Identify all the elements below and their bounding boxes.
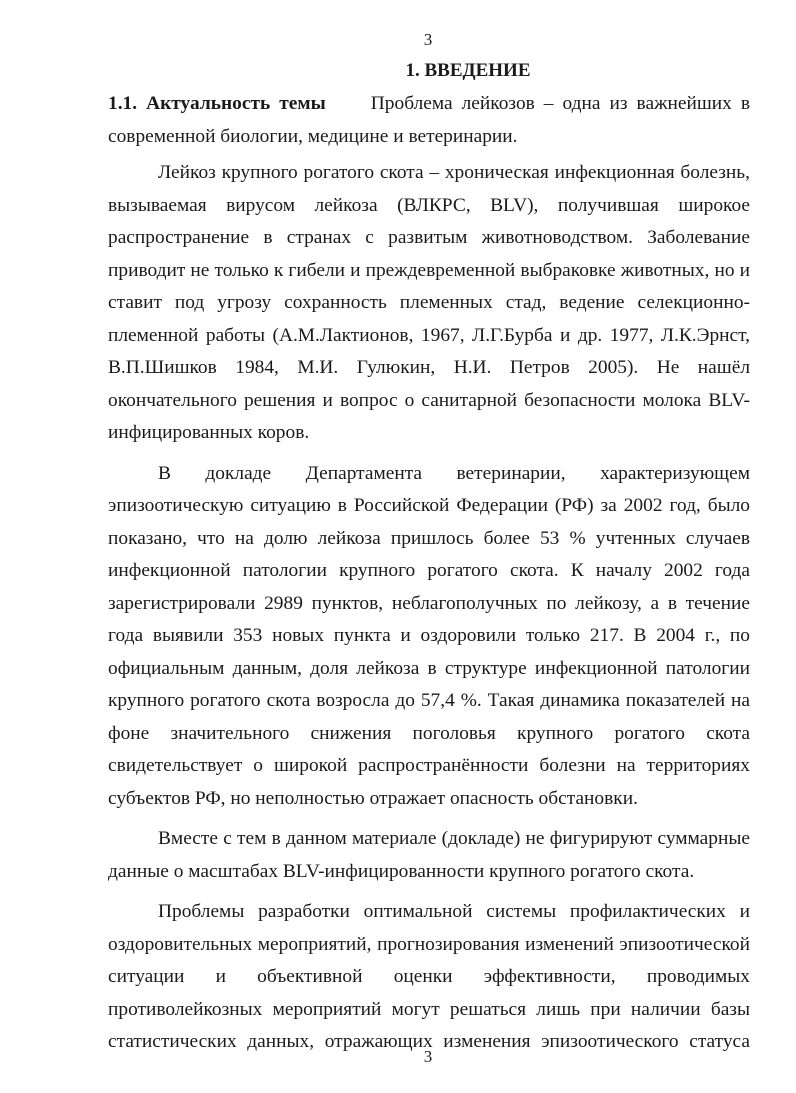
chapter-heading: 1. ВВЕДЕНИЕ bbox=[405, 60, 531, 81]
paragraph: Проблемы разработки оптимальной системы профилактических и оздоровительных мероприятий, прогнозирования изменений эпизоотической ситуации и объективной оценки эффективности, проводимых противолейкозных мероприятий могут решаться лишь при наличии базы статистических данных, отражающих изменения эпизоотического статуса bbox=[108, 901, 750, 1052]
paragraph: Вместе с тем в данном материале (докладе) не фигурируют суммарные данные о масштабах BLV-инфицированности крупного рогатого скота. bbox=[108, 828, 750, 882]
section-intro-paragraph bbox=[108, 88, 750, 153]
section-intro-text: Проблема лейкозов – одна из важнейших в современной биологии, медицине и ветеринарии. bbox=[108, 93, 750, 147]
page-number-top: 3 bbox=[423, 30, 433, 49]
section-subheading: 1.1. Актуальность темы bbox=[108, 93, 326, 114]
paragraph: В докладе Департамента ветеринарии, характеризующем эпизоотическую ситуацию в Российской Федерации (РФ) за 2002 год, было показано, что на долю лейкоза пришлось более 53 % учтенных случаев инфекционной патологии крупного рогатого скота. К началу 2002 года зарегистрировали 2989 пунктов, неблагополучных по лейкозу, а в течение года выявили 353 новых пункта и оздоровили только 217. В 2004 г., по официальным данным, доля лейкоза в структуре инфекционной патологии крупного рогатого скота возросла до 57,4 %. Такая динамика показателей на фоне значительного снижения поголовья крупного рогатого скота свидетельствует о широкой распространённости болезни на территориях субъектов РФ, но неполностью отражает опасность обстановки. bbox=[108, 462, 750, 809]
paragraph: Лейкоз крупного рогатого скота – хроническая инфекционная болезнь, вызываемая вирусом лейкоза (ВЛКРС, BLV), получившая широкое распространение в странах с развитым животноводством. Заболевание приводит не только к гибели и преждевременной выбраковке животных, но и ставит под угрозу сохранность племенных стад, ведение селекционно-племенной работы (А.М.Лактионов, 1967, Л.Г.Бурба и др. 1977, Л.К.Эрнст, В.П.Шишков 1984, М.И. Гулюкин, Н.И. Петров 2005). Не нашёл окончательного решения и вопрос о санитарной безопасности молока BLV-инфицированных коров. bbox=[108, 162, 750, 443]
body-text bbox=[108, 88, 750, 1059]
page-number-bottom: 3 bbox=[423, 1047, 433, 1066]
